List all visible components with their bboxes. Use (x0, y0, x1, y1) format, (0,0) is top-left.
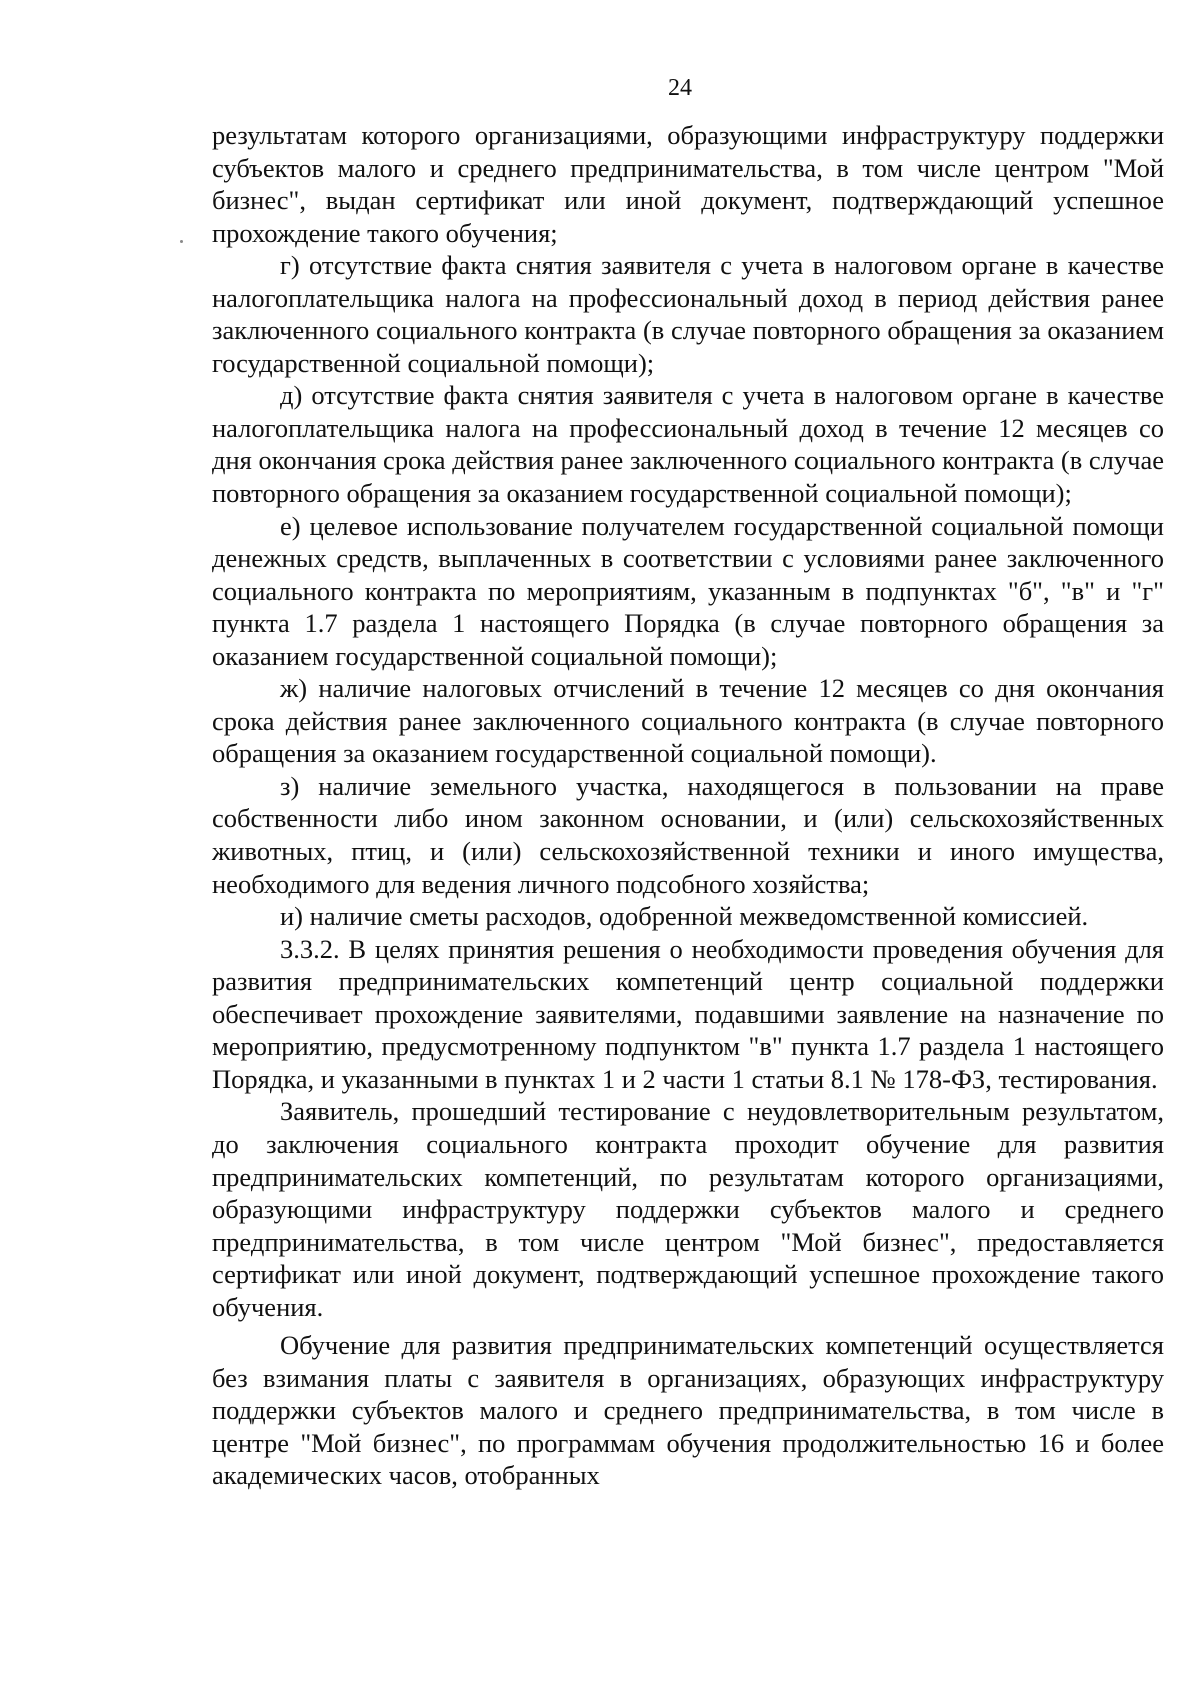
paragraph-training: Обучение для развития предпринимательских компетенций осуществляется без взимания платы с заявителя в организациях, образующих инфраструктуру поддержки субъектов малого и среднего предпринимательства, в том числе в центре "Мой бизнес", по программам обучения продолжительностью 16 и более академических часов, отобранных (212, 1330, 1164, 1491)
paragraph-item-zh: ж) наличие налоговых отчислений в течение 12 месяцев со дня окончания срока действия ранее заключенного социального контракта (в случае повторного обращения за оказанием государственной социальной помощи). (212, 673, 1164, 769)
paragraph-item-d: д) отсутствие факта снятия заявителя с учета в налоговом органе в качестве налогоплательщика налога на профессиональный доход в течение 12 месяцев со дня окончания срока действия ранее заключенного социального контракта (в случае повторного обращения за оказанием государственной социальной помощи); (212, 380, 1164, 509)
paragraph-continuation: результатам которого организациями, образующими инфраструктуру поддержки субъектов малого и среднего предпринимательства, в том числе центром "Мой бизнес", выдан сертификат или иной документ, подтверждающий успешное прохождение такого обучения; (212, 120, 1164, 248)
paragraph-section-3-3-2: 3.3.2. В целях принятия решения о необходимости проведения обучения для развития предпринимательских компетенций центр социальной поддержки обеспечивает прохождение заявителями, подавшими заявление на назначение по мероприятию, предусмотренному подпунктом "в" пункта 1.7 раздела 1 настоящего Порядка, и указанными в пунктах 1 и 2 части 1 статьи 8.1 № 178-ФЗ, тестирования. (212, 933, 1164, 1094)
page-number: 24 (668, 75, 692, 101)
paragraph-applicant-testing: Заявитель, прошедший тестирование с неудовлетворительным результатом, до заключения социального контракта проходит обучение для развития предпринимательских компетенций, по результатам которого организациями, образующими инфраструктуру поддержки субъектов малого и среднего предпринимательства, в том числе центром "Мой бизнес", предоставляется сертификат или иной документ, подтверждающий успешное прохождение такого обучения. (212, 1096, 1164, 1322)
paragraph-item-z: з) наличие земельного участка, находящегося в пользовании на праве собственности либо ином законном основании, и (или) сельскохозяйственных животных, птиц, и (или) сельскохозяйственной техники и иного имущества, необходимого для ведения личного подсобного хозяйства; (212, 770, 1164, 899)
scan-speck (180, 240, 183, 243)
paragraph-item-i: и) наличие сметы расходов, одобренной межведомственной комиссией. (280, 901, 1089, 932)
paragraph-item-e: е) целевое использование получателем государственной социальной помощи денежных средств, выплаченных в соответствии с условиями ранее заключенного социального контракта по мероприятиям, указанным в подпунктах "б", "в" и "г" пункта 1.7 раздела 1 настоящего Порядка (в случае повторного обращения за оказанием государственной социальной помощи); (212, 510, 1164, 671)
paragraph-item-g: г) отсутствие факта снятия заявителя с учета в налоговом органе в качестве налогоплательщика налога на профессиональный доход в период действия ранее заключенного социального контракта (в случае повторного обращения за оказанием государственной социальной помощи); (212, 250, 1164, 378)
document-body (212, 119, 1164, 1492)
